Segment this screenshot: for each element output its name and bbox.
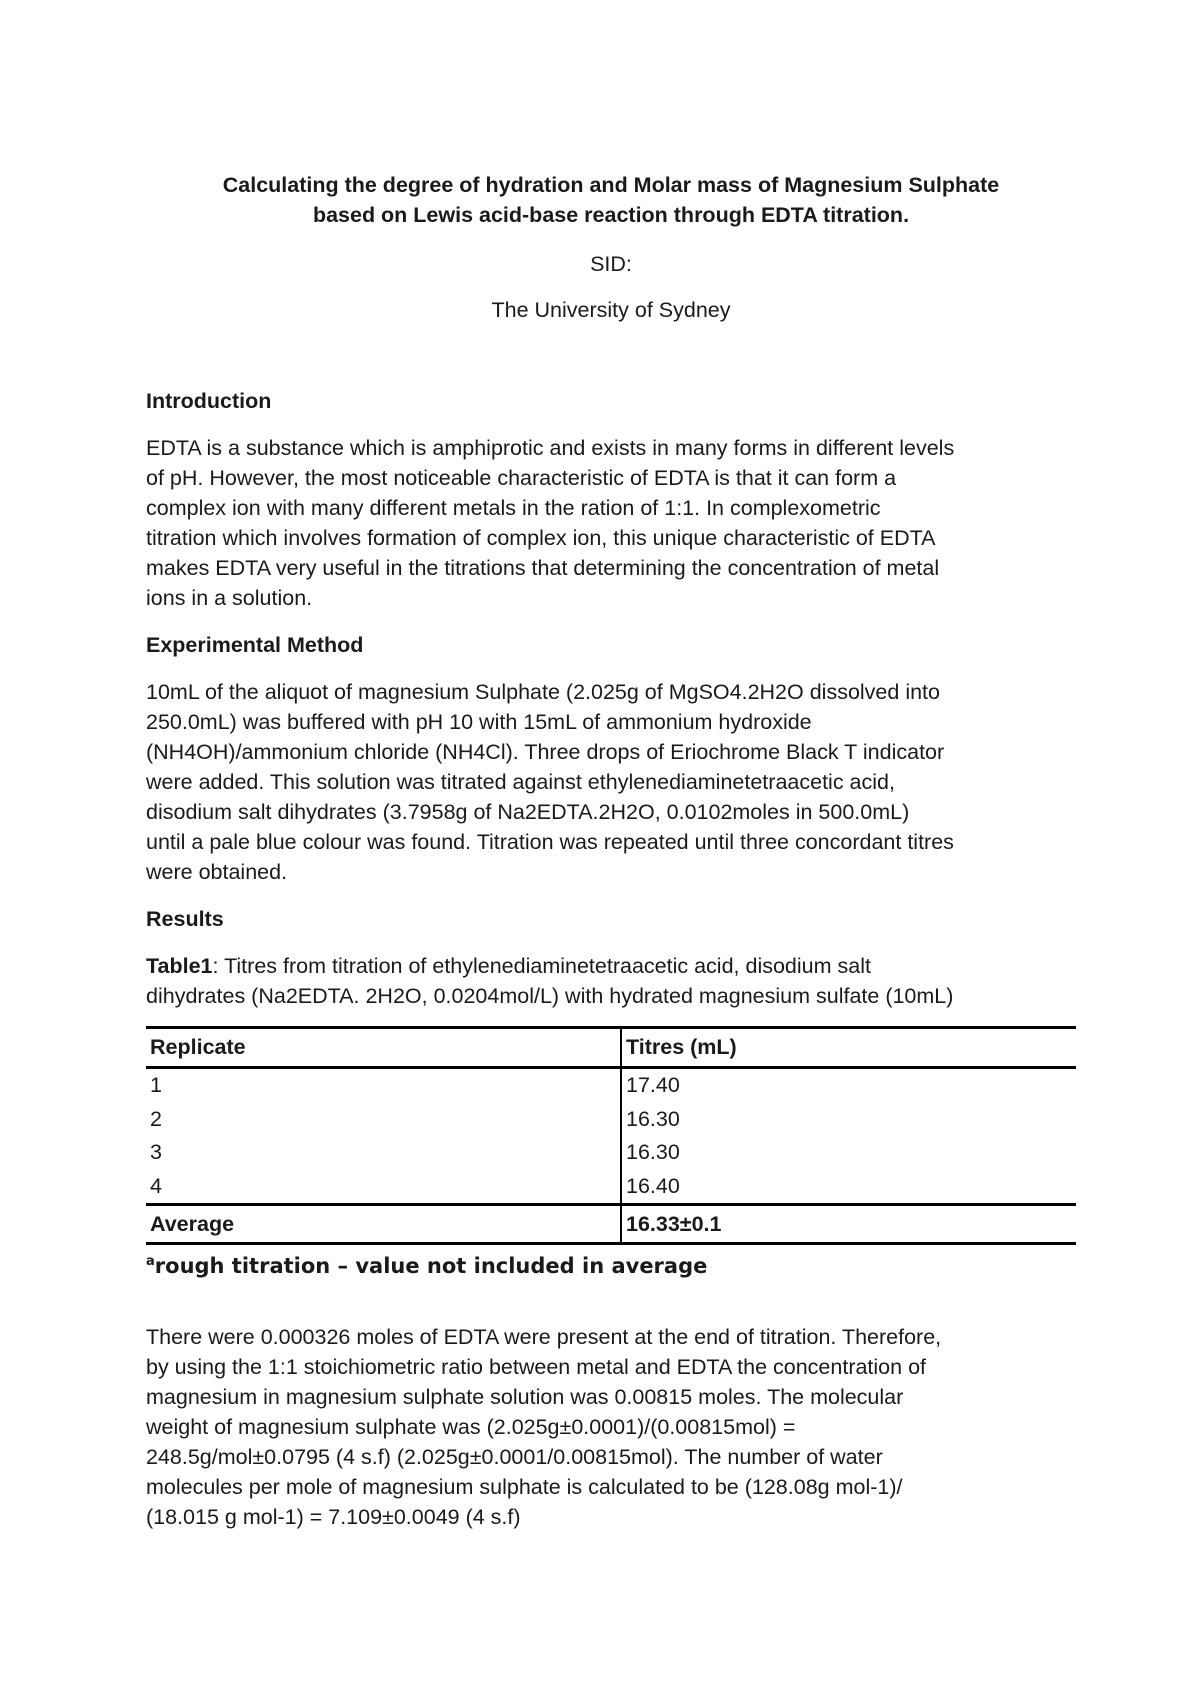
replicate-cell: 2 [146, 1103, 621, 1137]
table-footnote [146, 1248, 707, 1280]
results-line: molecules per mole of magnesium sulphate is calculated to be (128.08g mol-1)/ [146, 1475, 903, 1499]
results-line: by using the 1:1 stoichiometric ratio between metal and EDTA the concentration of [146, 1355, 927, 1379]
footnote-text: rough titration – value not included in average [154, 1254, 708, 1278]
method-heading: Experimental Method [146, 633, 364, 657]
method-line: 10mL of the aliquot of magnesium Sulphate (2.025g of MgSO4.2H2O dissolved into [146, 680, 940, 704]
document-title [146, 170, 1076, 230]
average-label: Average [146, 1205, 621, 1244]
intro-line: EDTA is a substance which is amphiprotic and exists in many forms in different levels [146, 436, 955, 460]
intro-line: titration which involves formation of complex ion, this unique characteristic of EDTA [146, 526, 936, 550]
intro-line: ions in a solution. [146, 586, 313, 610]
title-line-1: Calculating the degree of hydration and Molar mass of Magnesium Sulphate [222, 173, 1000, 197]
column-header-replicate: Replicate [146, 1028, 621, 1068]
replicate-cell: 1 [146, 1068, 621, 1103]
table-row [146, 1068, 1076, 1103]
results-line: magnesium in magnesium sulphate solution was 0.00815 moles. The molecular [146, 1385, 904, 1409]
results-heading: Results [146, 907, 224, 931]
title-line-2: based on Lewis acid-base reaction through EDTA titration. [312, 203, 910, 227]
introduction-paragraph [146, 433, 1076, 613]
method-line: were obtained. [146, 860, 288, 884]
intro-line: of pH. However, the most noticeable characteristic of EDTA is that it can form a [146, 466, 897, 490]
table-caption [146, 951, 1076, 1011]
method-line: 250.0mL) was buffered with pH 10 with 15mL of ammonium hydroxide [146, 710, 812, 734]
titre-cell: 17.40 [626, 1073, 680, 1098]
average-row [146, 1205, 1076, 1244]
titre-cell: 16.30 [626, 1106, 680, 1131]
results-paragraph [146, 1322, 1076, 1532]
intro-line: complex ion with many different metals in the ration of 1:1. In complexometric [146, 496, 881, 520]
titre-cell: 16.40 [626, 1173, 680, 1198]
table-row [146, 1103, 1076, 1137]
results-line: 248.5g/mol±0.0795 (4 s.f) (2.025g±0.0001/0.00815mol). The number of water [146, 1445, 883, 1469]
institution: The University of Sydney [491, 298, 731, 322]
average-value: 16.33±0.1 [621, 1205, 1076, 1244]
table-caption-label: Table1 [146, 954, 213, 978]
intro-line: makes EDTA very useful in the titrations that determining the concentration of metal [146, 556, 940, 580]
titres-table [146, 1026, 1076, 1245]
student-id: SID: [590, 252, 632, 276]
replicate-cell: 4 [146, 1170, 621, 1205]
method-line: disodium salt dihydrates (3.7958g of Na2EDTA.2H2O, 0.0102moles in 500.0mL) [146, 800, 910, 824]
results-line: (18.015 g mol-1) = 7.109±0.0049 (4 s.f) [146, 1505, 521, 1529]
table-caption-text: : Titres from titration of ethylenediaminetetraacetic acid, disodium salt [212, 954, 871, 978]
column-header-titres: Titres (mL) [621, 1028, 1076, 1068]
introduction-heading: Introduction [146, 389, 272, 413]
results-line: There were 0.000326 moles of EDTA were present at the end of titration. Therefore, [146, 1325, 942, 1349]
replicate-cell: 3 [146, 1136, 621, 1170]
method-line: (NH4OH)/ammonium chloride (NH4Cl). Three drops of Eriochrome Black T indicator [146, 740, 945, 764]
table-row [146, 1136, 1076, 1170]
method-line: until a pale blue colour was found. Titration was repeated until three concordant titres [146, 830, 954, 854]
table-caption-text: dihydrates (Na2EDTA. 2H2O, 0.0204mol/L) with hydrated magnesium sulfate (10mL) [146, 984, 954, 1008]
titre-cell: 16.30 [626, 1140, 680, 1165]
results-line: weight of magnesium sulphate was (2.025g±0.0001)/(0.00815mol) = [146, 1415, 796, 1439]
footnote-marker: a [146, 1254, 155, 1269]
method-line: were added. This solution was titrated against ethylenediaminetetraacetic acid, [146, 770, 895, 794]
table-header-row [146, 1028, 1076, 1068]
method-paragraph [146, 677, 1076, 887]
table-row [146, 1170, 1076, 1205]
